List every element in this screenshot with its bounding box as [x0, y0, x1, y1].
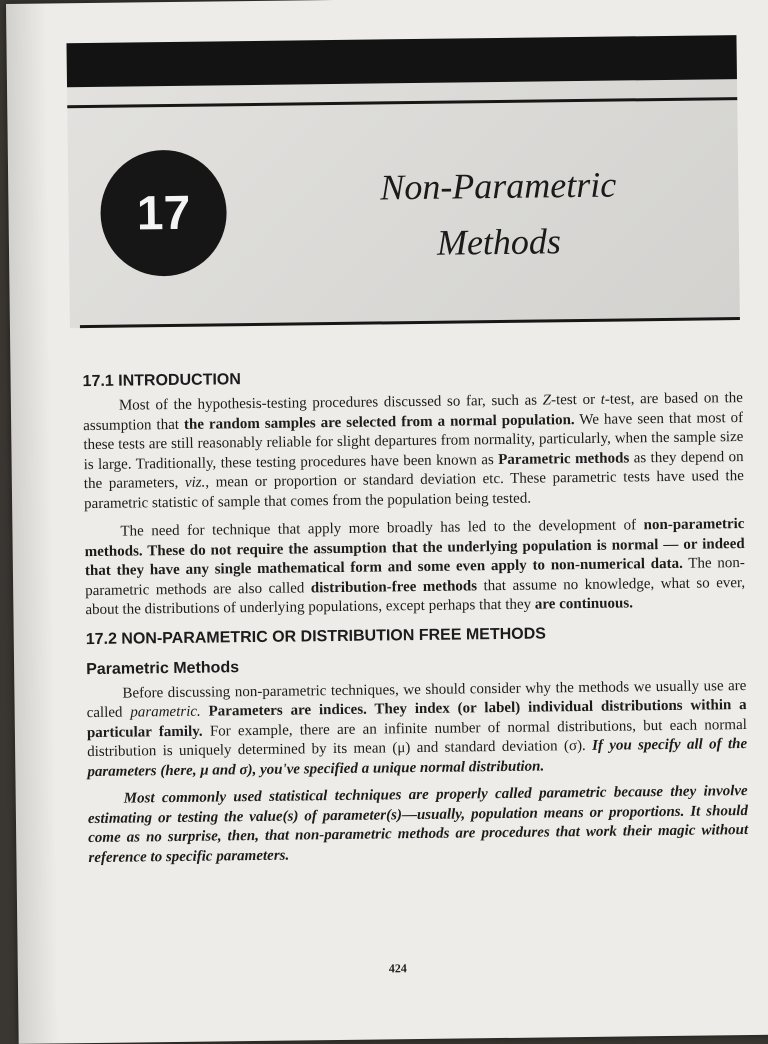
text-run: that assume no knowledge, what so ever, about the distributions of underlying populations, except perhaps that they: [85, 574, 746, 619]
text-run-bold: the random samples are selected from a normal population.: [183, 411, 575, 433]
page-content: [83, 365, 749, 868]
header-black-bar: [66, 35, 736, 87]
text-run: as they depend on the parameters,: [83, 448, 744, 493]
text-run: For example, there are an infinite number of normal distributions, but each normal distribution is uniquely determined by its mean (μ) and standard deviation (σ).: [87, 716, 747, 761]
text-run-bold: Parameters are indices. They index (or label) individual distributions within a particular family.: [86, 697, 747, 741]
page-number: 424: [388, 961, 407, 976]
text-run: -test or: [550, 391, 601, 409]
text-run-bold: Parametric methods: [498, 449, 630, 468]
subsection-heading: Parametric Methods: [86, 658, 240, 678]
chapter-title-line1: Non-Parametric: [380, 164, 617, 208]
text-run: Most of the hypothesis-testing procedures discussed so far, such as: [118, 392, 543, 414]
section-heading: 17.1 INTRODUCTION: [82, 371, 241, 391]
text-run-italic: viz.: [184, 474, 206, 491]
chapter-title-line2: Methods: [436, 221, 562, 263]
text-run: The non-parametric methods are also called: [85, 555, 745, 599]
text-run: , mean or proportion or standard deviation etc. These parametric tests have used the parametric statistic of sample that comes from the population being tested.: [84, 468, 744, 512]
text-run: We have seen that most of these tests are still reasonably reliable for slight departures from normality, particularly, when the sample size is large. Traditionally, these testing procedures have been known as: [83, 409, 744, 473]
text-run: [201, 704, 209, 720]
text-run: The need for technique that apply more broadly has led to the development of: [120, 517, 644, 540]
section-parametric-methods: [86, 653, 748, 869]
paragraph: [88, 782, 749, 868]
book-page: [6, 0, 768, 1044]
text-run-italic: parametric.: [130, 703, 201, 721]
section-introduction: [83, 365, 746, 621]
paragraph: [84, 515, 745, 621]
text-run-italic: t: [600, 391, 605, 408]
text-run-bold: distribution-free methods: [310, 577, 478, 596]
text-run: -test, are based on the assumption that: [83, 390, 743, 434]
text-run-bold-italic: Most commonly used statistical techniques are properly called parametric because they involve estimating or testing the value(s) of parameter(s)—usually, population means or proportions. It should come as no surprise, then, that non-parametric methods are procedures that work their magic without reference to specific parameters.: [87, 782, 749, 866]
text-run: Before discussing non-parametric techniques, we should consider why the methods we usually use are called: [86, 677, 747, 722]
chapter-title: [308, 156, 689, 273]
paragraph: [83, 389, 744, 514]
paragraph: [86, 677, 747, 783]
section-nonparametric: [86, 623, 746, 649]
text-run-bold-italic: If you specify all of the parameters (here, μ and σ), you've specified a unique normal distribution.: [87, 736, 748, 780]
section-heading: 17.2 NON-PARAMETRIC OR DISTRIBUTION FREE METHODS: [85, 624, 547, 648]
text-run-italic: Z: [542, 392, 552, 409]
text-run-bold: are continuous.: [534, 595, 634, 613]
page-shadow: [6, 4, 59, 1044]
text-run-bold: non-parametric methods. These do not require the assumption that the underlying population is normal — or indeed that they have any single mathematical form and some even apply to non-numerical data.: [84, 516, 745, 580]
chapter-number: 17: [136, 186, 191, 240]
